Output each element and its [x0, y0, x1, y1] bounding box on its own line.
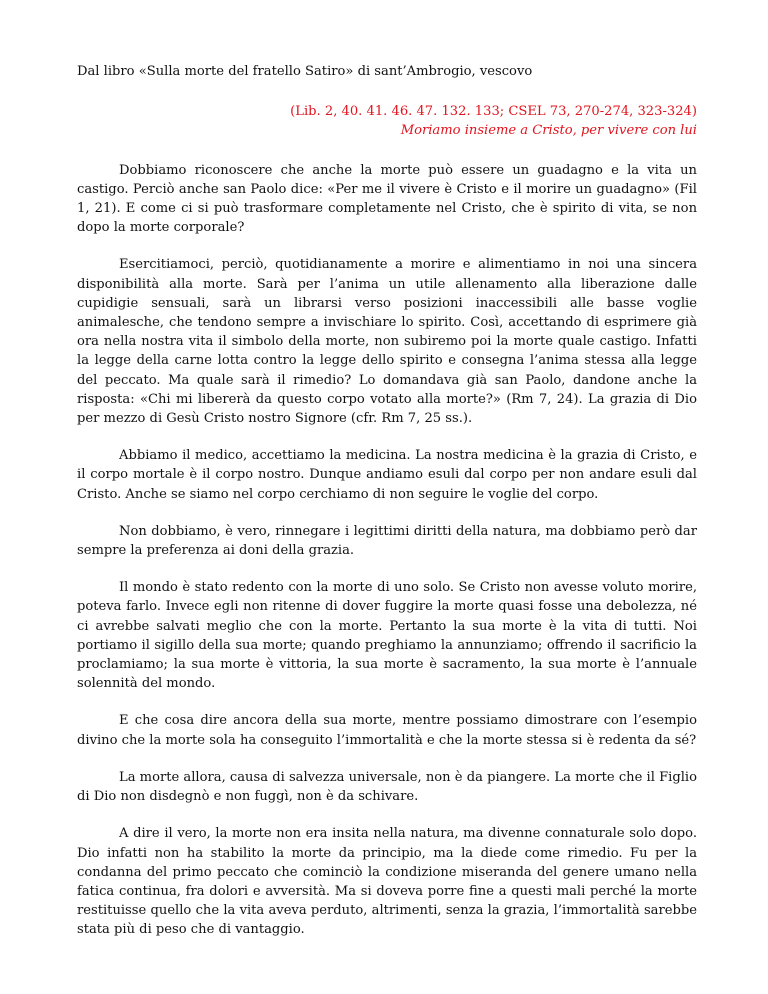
paragraph-2: Esercitiamoci, perciò, quotidianamente a morire e alimentiamo in noi una sincera disponibilità alla morte. Sarà per l’anima un utile allenamento alla liberazione dalle cupidigie sensuali, sarà un librarsi verso posizioni inaccessibili alle basse voglie animalesche, che tendono sempre a invischiare lo spirito. Così, accettando di esprimere già ora nella nostra vita il simbolo della morte, non subiremo poi la morte quale castigo. Infatti la legge della carne lotta contro la legge dello spirito e consegna l’anima stessa alla legge del peccato. Ma quale sarà il rimedio? Lo domandava già san Paolo, dandone anche la risposta: «Chi mi libererà da questo corpo votato alla morte?» (Rm 7, 24). La grazia di Dio per mezzo di Gesù Cristo nostro Signore (cfr. Rm 7, 25 ss.). — [77, 257, 697, 427]
source-line: Dal libro «Sulla morte del fratello Satiro» di sant’Ambrogio, vescovo — [77, 64, 533, 79]
reading-subtitle: Moriamo insieme a Cristo, per vivere con lui — [400, 123, 697, 139]
paragraph-1: Dobbiamo riconoscere che anche la morte può essere un guadagno e la vita un castigo. Perciò anche san Paolo dice: «Per me il vivere è Cristo e il morire un guadagno» (Fil 1, 21). E come ci si può trasformare completamente nel Cristo, che è spirito di vita, se non dopo la morte corporale? — [77, 162, 697, 236]
reading-body — [77, 161, 697, 940]
paragraph-8: A dire il vero, la morte non era insita nella natura, ma divenne connaturale solo dopo. Dio infatti non ha stabilito la morte da principio, ma la diede come rimedio. Fu per la condanna del primo peccato che cominciò la condizione miseranda del genere umano nella fatica continua, fra dolori e avversità. Ma si doveva porre fine a questi mali perché la morte restituisse quello che la vita aveva perduto, altrimenti, senza la grazia, l’immortalità sarebbe stata più di peso che di vantaggio. — [77, 826, 697, 938]
document-page — [77, 62, 697, 958]
reference-block — [77, 102, 697, 140]
citation: (Lib. 2, 40. 41. 46. 47. 132. 133; CSEL 73, 270-274, 323-324) — [290, 104, 697, 120]
paragraph-7: La morte allora, causa di salvezza universale, non è da piangere. La morte che il Figlio di Dio non disdegnò e non fuggì, non è da schivare. — [77, 769, 697, 805]
paragraph-5: Il mondo è stato redento con la morte di uno solo. Se Cristo non avesse voluto morire, poteva farlo. Invece egli non ritenne di dover fuggire la morte quasi fosse una debolezza, né ci avrebbe salvati meglio che con la morte. Pertanto la sua morte è la vita di tutti. Noi portiamo il sigillo della sua morte; quando preghiamo la annunziamo; offrendo il sacrificio la proclamiamo; la sua morte è vittoria, la sua morte è sacramento, la sua morte è l’annuale solennità del mondo. — [77, 580, 697, 692]
paragraph-3: Abbiamo il medico, accettiamo la medicina. La nostra medicina è la grazia di Cristo, e il corpo mortale è il corpo nostro. Dunque andiamo esuli dal corpo per non andare esuli dal Cristo. Anche se siamo nel corpo cerchiamo di non seguire le voglie del corpo. — [77, 448, 697, 502]
paragraph-4: Non dobbiamo, è vero, rinnegare i legittimi diritti della natura, ma dobbiamo però dar sempre la preferenza ai doni della grazia. — [77, 523, 697, 559]
paragraph-6: E che cosa dire ancora della sua morte, mentre possiamo dimostrare con l’esempio divino che la morte sola ha conseguito l’immortalità e che la morte stessa si è redenta da sé? — [77, 713, 697, 748]
